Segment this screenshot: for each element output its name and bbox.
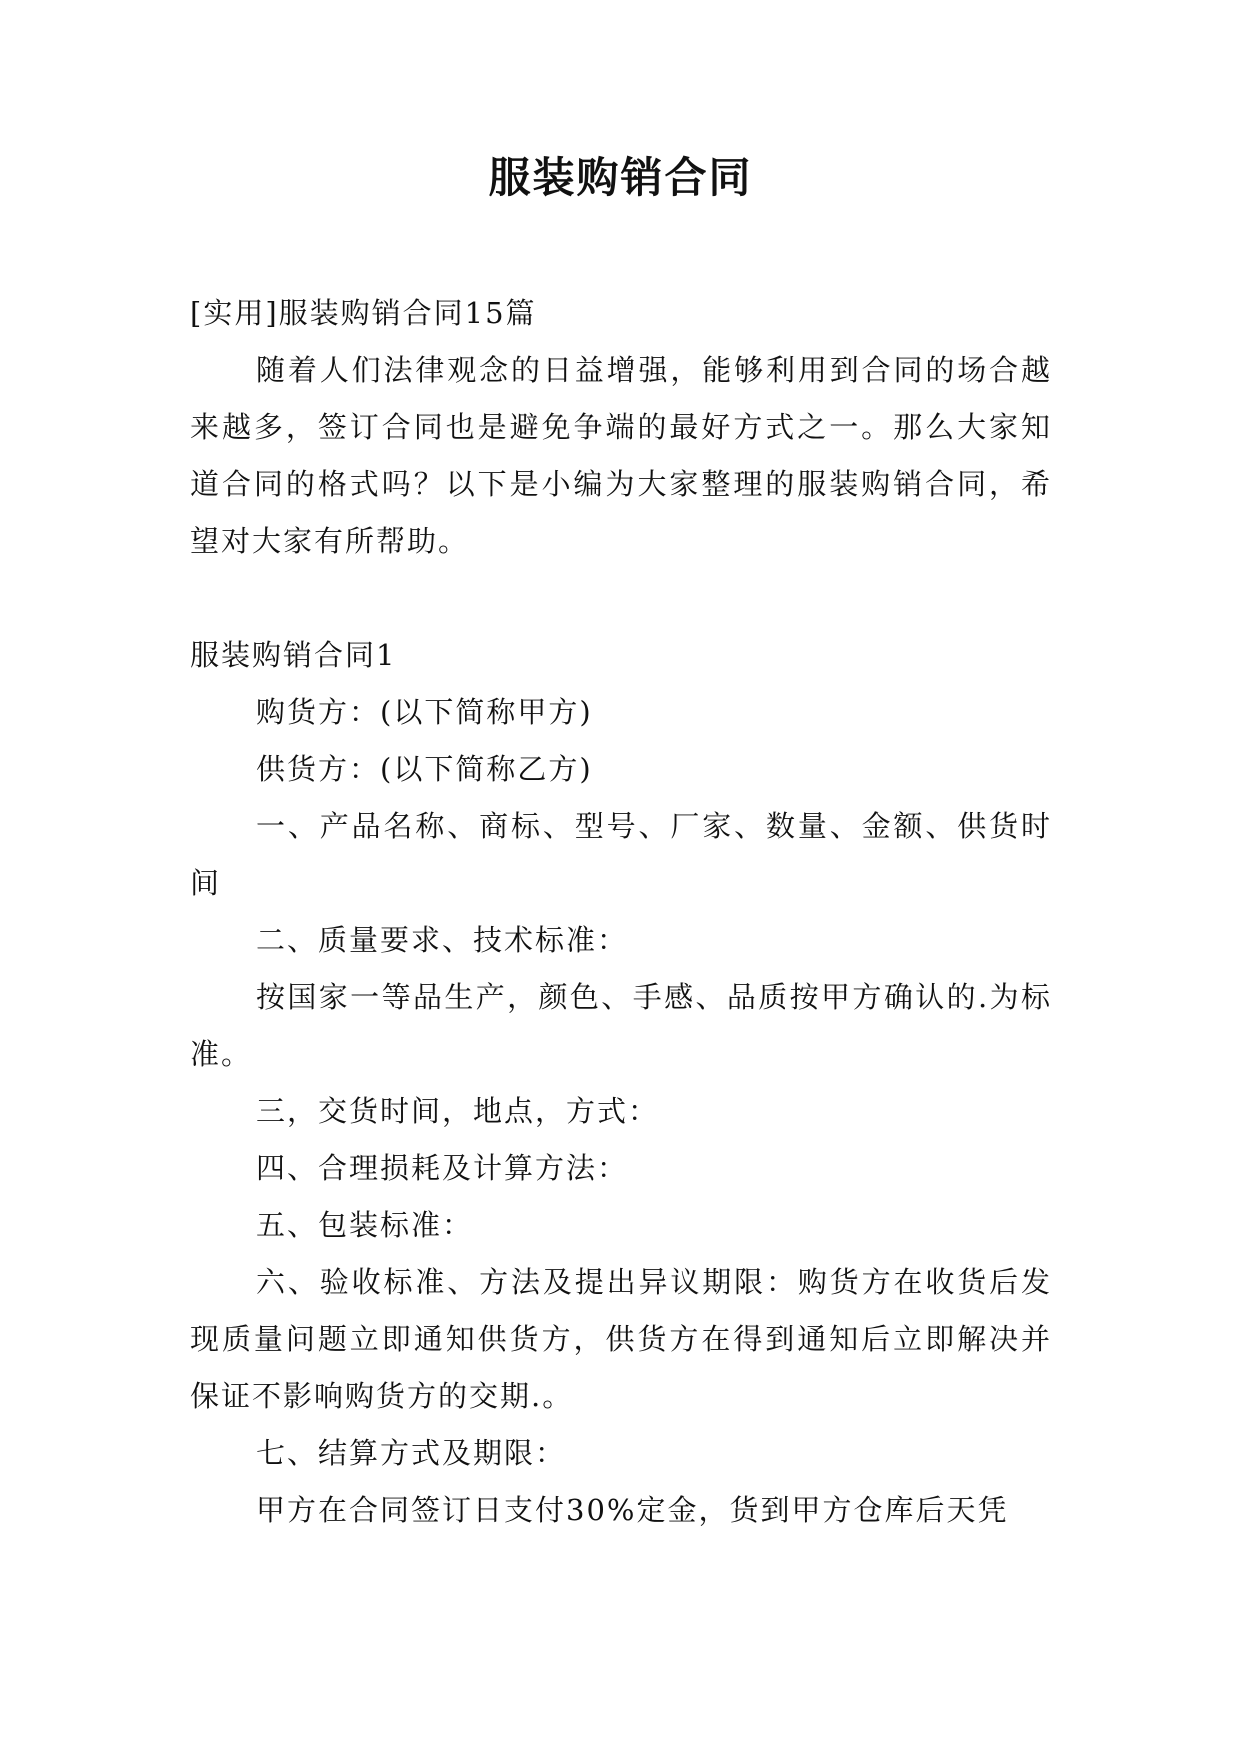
document-body [190, 285, 1052, 1539]
contract-paragraph: 甲方在合同签订日支付30%定金，货到甲方仓库后天凭 [256, 1493, 1009, 1527]
contract-paragraph: 购货方：(以下简称甲方) [256, 695, 593, 729]
contract-paragraph: 六、验收标准、方法及提出异议期限：购货方在收货后发现质量问题立即通知供货方，供货方在得到通知后立即解决并保证不影响购货方的交期.。 [190, 1265, 1052, 1413]
contract-paragraph: 四、合理损耗及计算方法： [256, 1151, 629, 1185]
document-title: 服装购销合同 [488, 153, 753, 202]
document-subtitle: [实用]服装购销合同15篇 [190, 296, 537, 330]
section-heading: 服装购销合同1 [190, 638, 397, 672]
contract-paragraph: 供货方：(以下简称乙方) [256, 752, 593, 786]
contract-paragraph: 按国家一等品生产，颜色、手感、品质按甲方确认的.为标准。 [190, 980, 1052, 1071]
contract-paragraph: 七、结算方式及期限： [256, 1436, 567, 1470]
contract-paragraph: 二、质量要求、技术标准： [256, 923, 629, 957]
contract-paragraph: 一、产品名称、商标、型号、厂家、数量、金额、供货时间 [190, 809, 1052, 900]
paragraph-spacer [190, 570, 1052, 627]
contract-paragraph: 三，交货时间，地点，方式： [256, 1094, 660, 1128]
intro-paragraph: 随着人们法律观念的日益增强，能够利用到合同的场合越来越多，签订合同也是避免争端的最好方式之一。那么大家知道合同的格式吗？以下是小编为大家整理的服装购销合同，希望对大家有所帮助。 [190, 353, 1052, 558]
contract-paragraph: 五、包装标准： [256, 1208, 474, 1242]
